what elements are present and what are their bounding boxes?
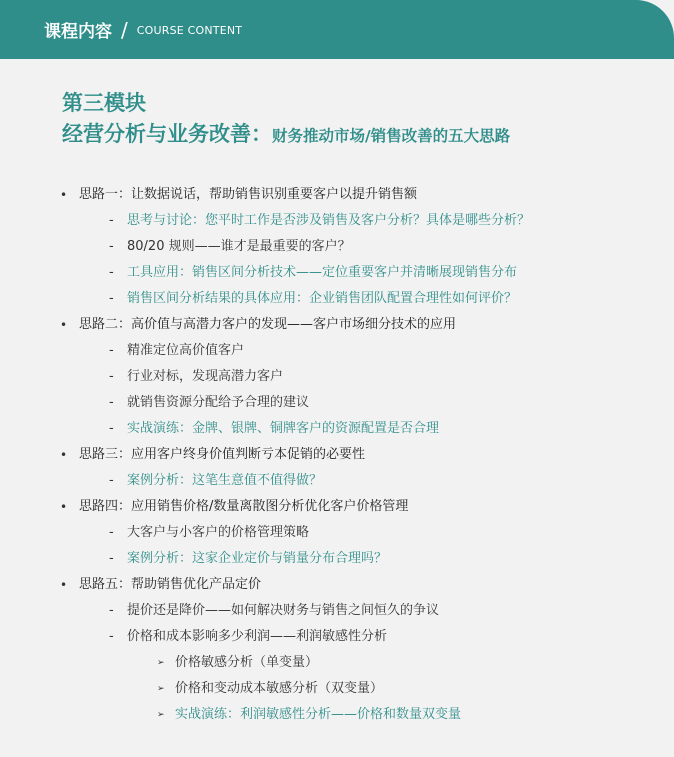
- dash-marker-icon: -: [109, 265, 114, 280]
- outline-item-text: 提价还是降价——如何解决财务与销售之间恒久的争议: [127, 603, 440, 618]
- outline-item-text: 大客户与小客户的价格管理策略: [127, 525, 310, 540]
- dash-marker-icon: -: [109, 421, 114, 436]
- outline-item-text: 案例分析：这家企业定价与销量分布合理吗？: [127, 551, 388, 566]
- outline-item-text: 价格敏感分析（单变量）: [175, 655, 319, 670]
- outline-item-level3: [0, 650, 674, 676]
- arrow-bullet-icon: ➢: [157, 710, 165, 720]
- header-title-en: COURSE CONTENT: [136, 24, 243, 37]
- outline-item-level1: [0, 572, 674, 598]
- outline-item-text: 价格和成本影响多少利润——利润敏感性分析: [127, 629, 388, 644]
- module-title: [62, 120, 510, 150]
- dash-marker-icon: -: [109, 473, 114, 488]
- outline-item-text: 思路二：高价值与高潜力客户的发现——客户市场细分技术的应用: [79, 317, 457, 332]
- outline-item-level2: [0, 468, 674, 494]
- outline-item-level2: [0, 286, 674, 312]
- dash-marker-icon: -: [109, 629, 114, 644]
- outline-item-level2: [0, 520, 674, 546]
- outline-item-level2: [0, 338, 674, 364]
- outline-item-level1: [0, 442, 674, 468]
- bullet-dot-icon: •: [60, 578, 68, 592]
- outline-item-level2: [0, 208, 674, 234]
- outline-item-text: 实战演练：利润敏感性分析——价格和数量双变量: [175, 707, 462, 722]
- module-heading: [62, 90, 510, 150]
- outline-item-text: 思路一：让数据说话，帮助销售识别重要客户以提升销售额: [79, 187, 418, 202]
- outline-item-level2: [0, 390, 674, 416]
- outline-item-text: 思路四：应用销售价格/数量离散图分析优化客户价格管理: [79, 499, 409, 514]
- outline-item-level3: [0, 702, 674, 728]
- module-title-sub: 财务推动市场/销售改善的五大思路: [272, 127, 511, 145]
- dash-marker-icon: -: [109, 213, 114, 228]
- dash-marker-icon: -: [109, 603, 114, 618]
- dash-marker-icon: -: [109, 395, 114, 410]
- bullet-dot-icon: •: [60, 318, 68, 332]
- header-separator: /: [121, 17, 128, 42]
- course-content-header: [0, 0, 674, 59]
- outline-item-level2: [0, 260, 674, 286]
- outline-item-text: 销售区间分析结果的具体应用：企业销售团队配置合理性如何评价？: [127, 291, 518, 306]
- outline-item-text: 案例分析：这笔生意值不值得做？: [127, 473, 323, 488]
- outline-item-level2: [0, 624, 674, 650]
- dash-marker-icon: -: [109, 291, 114, 306]
- bullet-dot-icon: •: [60, 500, 68, 514]
- outline-item-text: 精准定位高价值客户: [127, 343, 245, 358]
- outline-item-level2: [0, 598, 674, 624]
- outline-item-level2: [0, 416, 674, 442]
- dash-marker-icon: -: [109, 551, 114, 566]
- outline-item-text: 工具应用：销售区间分析技术——定位重要客户并清晰展现销售分布: [127, 265, 518, 280]
- bullet-dot-icon: •: [60, 448, 68, 462]
- outline-item-text: 实战演练：金牌、银牌、铜牌客户的资源配置是否合理: [127, 421, 440, 436]
- outline-item-level2: [0, 234, 674, 260]
- outline-item-level2: [0, 546, 674, 572]
- arrow-bullet-icon: ➢: [157, 684, 165, 694]
- outline-item-level1: [0, 182, 674, 208]
- outline-item-text: 思考与讨论：您平时工作是否涉及销售及客户分析？具体是哪些分析？: [127, 213, 531, 228]
- outline-item-text: 行业对标，发现高潜力客户: [127, 369, 284, 384]
- outline-item-text: 思路五：帮助销售优化产品定价: [79, 577, 262, 592]
- outline-item-level1: [0, 494, 674, 520]
- module-title-main: 经营分析与业务改善：: [62, 122, 272, 146]
- dash-marker-icon: -: [109, 343, 114, 358]
- outline-item-text: 思路三：应用客户终身价值判断亏本促销的必要性: [79, 447, 366, 462]
- outline-item-level1: [0, 312, 674, 338]
- outline-item-text: 80/20 规则——谁才是最重要的客户？: [127, 239, 351, 254]
- dash-marker-icon: -: [109, 525, 114, 540]
- arrow-bullet-icon: ➢: [157, 658, 165, 668]
- outline-item-level2: [0, 364, 674, 390]
- bullet-dot-icon: •: [60, 188, 68, 202]
- outline-item-level3: [0, 676, 674, 702]
- outline-item-text: 就销售资源分配给予合理的建议: [127, 395, 310, 410]
- header-title-cn: 课程内容: [44, 22, 112, 42]
- dash-marker-icon: -: [109, 239, 114, 254]
- module-name: 第三模块: [62, 91, 146, 115]
- course-outline-list: [0, 182, 674, 728]
- dash-marker-icon: -: [109, 369, 114, 384]
- outline-item-text: 价格和变动成本敏感分析（双变量）: [175, 681, 384, 696]
